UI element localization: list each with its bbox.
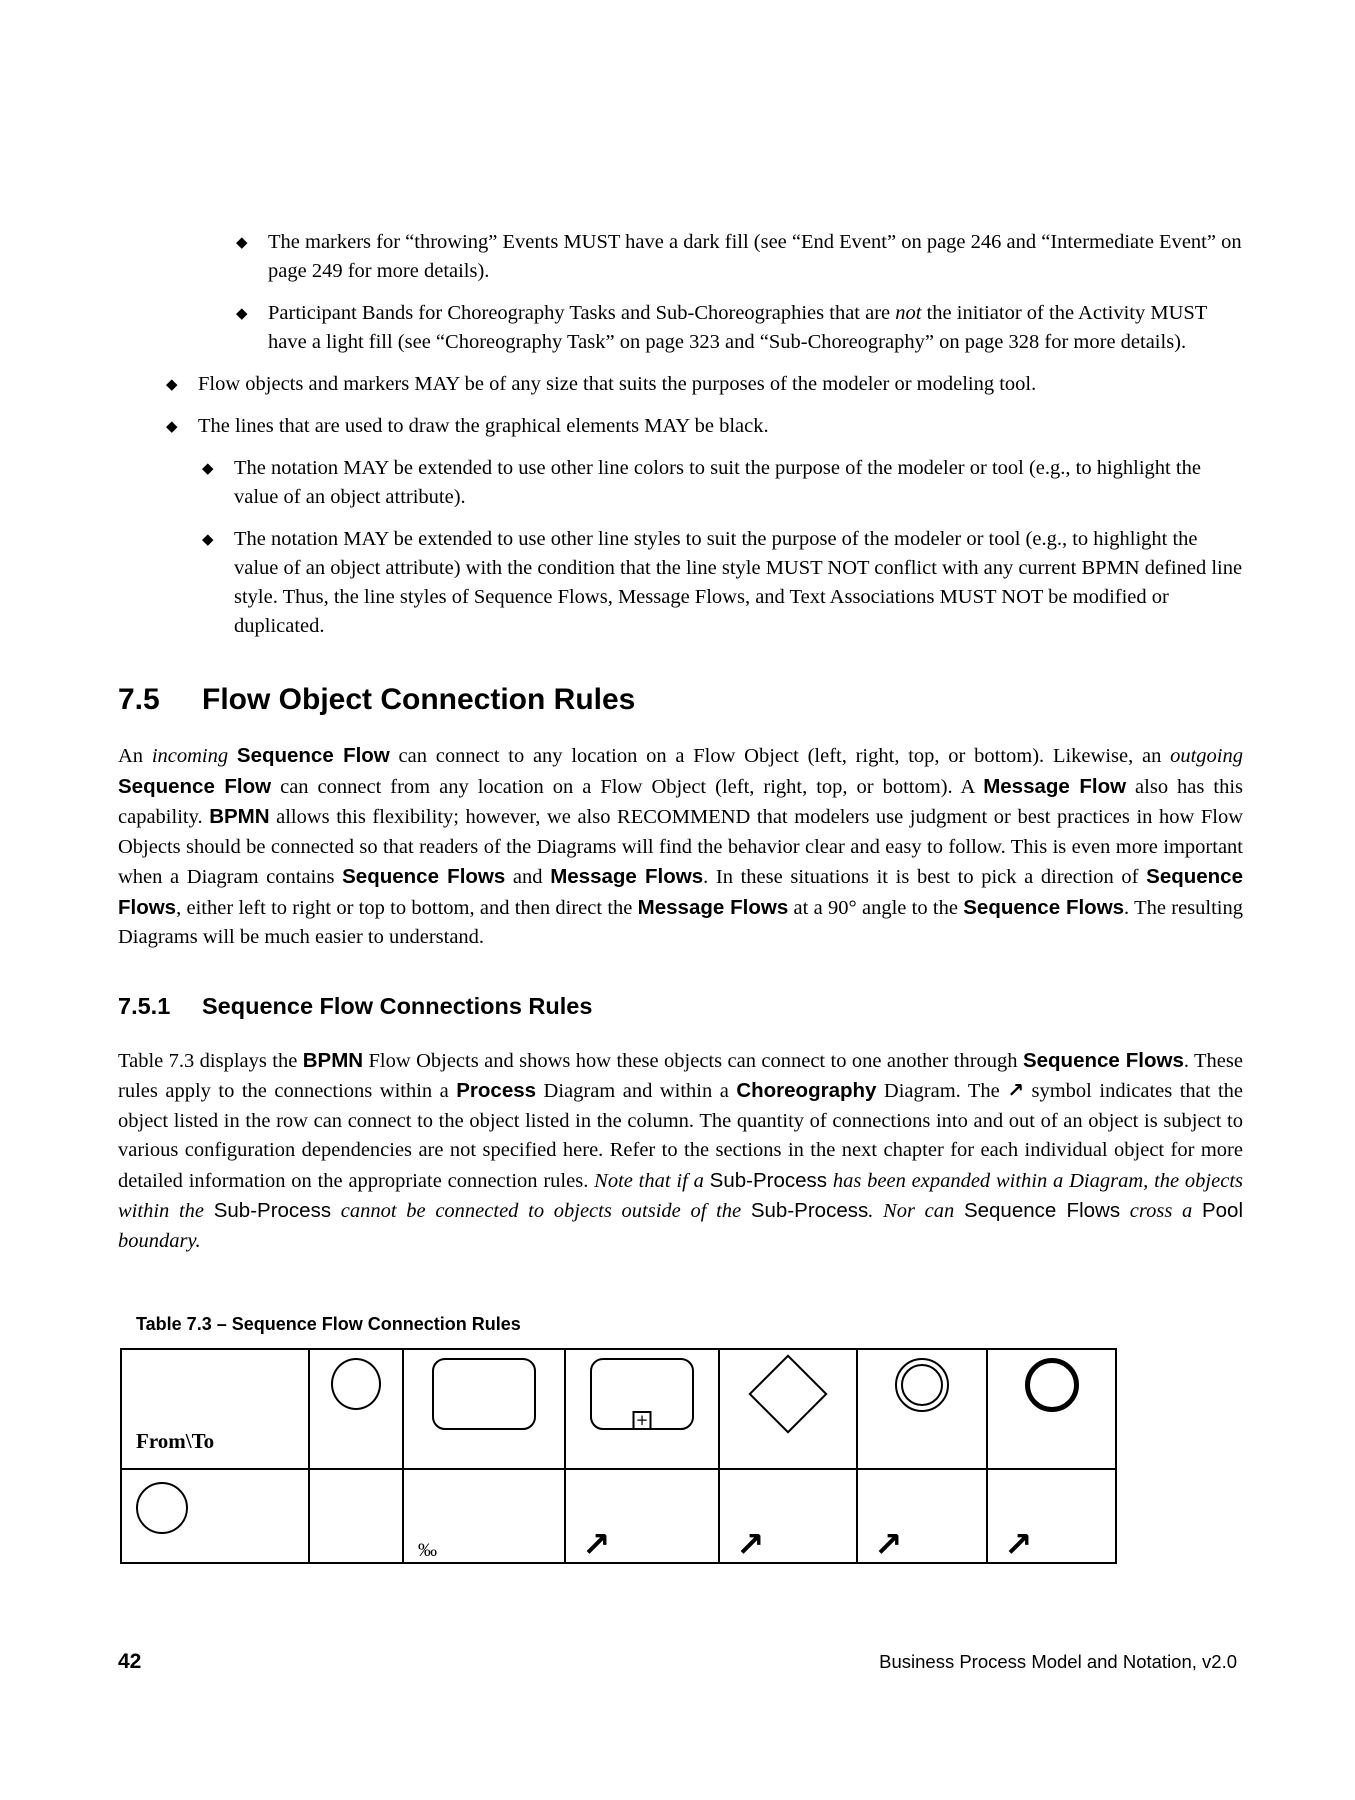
text-run: Sequence Flows (342, 865, 506, 888)
text-run: Table 7.3 displays the (118, 1049, 303, 1072)
text-run: symbol indicates that the object listed in the row can connect to the object listed in the column. The quantity of connections into and out of an object is subject to various configuration dependencies are not specified here. Refer to the sections in the next chapter for each individual object for more detailed information on the appropriate connection rules. (118, 1080, 1244, 1192)
footer-document-title: Business Process Model and Notation, v2.0 (879, 1651, 1237, 1672)
text-run: Flow Objects and shows how these objects can connect to one another through (363, 1049, 1023, 1072)
text-run: BPMN (302, 1048, 364, 1072)
subsection-number: 7.5.1 (118, 992, 171, 1019)
text-run: incoming (151, 745, 229, 767)
text-run: has been expanded within a Diagram, the objects within the (118, 1169, 1244, 1222)
list-item-text: The lines that are used to draw the graphical elements MAY be black. (198, 415, 769, 437)
table-cell-start-to-start (309, 1469, 403, 1563)
sequence-flow-connection-rules-table (120, 1348, 1117, 1564)
page-number: 42 (118, 1650, 142, 1673)
list-item (236, 299, 1243, 357)
text-run: Diagram. The (876, 1080, 1008, 1102)
text-run: outgoing (1170, 745, 1244, 767)
connection-arrow-icon: ↗ (874, 1525, 903, 1565)
list-item (202, 525, 1243, 641)
text-run: cross a (1120, 1200, 1202, 1222)
text-run: Sub-Process (213, 1199, 332, 1222)
subsection-title: Sequence Flow Connections Rules (202, 992, 593, 1019)
section-7-5-1-paragraph (118, 1046, 1243, 1257)
section-heading-7-5-1 (118, 993, 1243, 1020)
section-title: Flow Object Connection Rules (202, 683, 636, 716)
text-run (228, 745, 237, 767)
text-run: allows this flexibility; however, we also RECOMMEND that modelers use judgment or best practices in how Flow Objects should be connected so that readers of the Diagrams will find the behavior clear and easy to follow. This is even more important when a Diagram contains (118, 806, 1243, 888)
diamond-bullet-icon: ◆ (202, 530, 214, 548)
end-event-symbol (988, 1358, 1115, 1412)
text-run: . Nor can (868, 1200, 964, 1222)
start-event-symbol (310, 1358, 402, 1410)
intermediate-event-symbol (858, 1358, 986, 1412)
list-item-text: The markers for “throwing” Events MUST have a dark fill (see “End Event” on page 246 and “Intermediate Event” on page 249 for more details). (268, 231, 1242, 282)
text-run: Sequence Flows (118, 865, 1243, 919)
table-header-intermediate-event (857, 1349, 987, 1469)
text-run: Choreography (736, 1079, 877, 1102)
text-run: Sub-Process (709, 1168, 828, 1192)
text-run: cannot be connected to objects outside of the (331, 1200, 751, 1222)
diamond-bullet-icon: ◆ (236, 233, 248, 251)
list-item-text: Flow objects and markers MAY be of any size that suits the purposes of the modeler or modeling tool. (198, 373, 1037, 395)
bullet-list (118, 228, 1243, 641)
text-run: . In these situations it is best to pick a direction of (703, 866, 1147, 888)
table-corner-cell (121, 1349, 309, 1469)
table-header-sub-process (565, 1349, 719, 1469)
text-run: . The resulting Diagrams will be much easier to understand. (118, 896, 1243, 948)
list-item-text-emphasis: not (895, 302, 922, 324)
text-run: can connect to any location on a Flow Object (left, right, top, or bottom). Likewise, an (389, 745, 1171, 767)
table-cell-start-to-intermediate (857, 1469, 987, 1563)
list-item-text: The notation MAY be extended to use other line colors to suit the purpose of the modeler or tool (e.g., to highlight the value of an object attribute). (234, 457, 1201, 508)
text-run: ↗ (1007, 1078, 1025, 1102)
table-header-end-event (987, 1349, 1116, 1469)
list-item-text (268, 299, 1243, 357)
cell-value (310, 1548, 402, 1562)
table-caption: Table 7.3 – Sequence Flow Connection Rules (136, 1314, 521, 1334)
text-run: Sequence Flow (236, 744, 390, 767)
text-run: . These rules apply to the connections within a (118, 1049, 1243, 1102)
table-header-gateway (719, 1349, 857, 1469)
table-cell-start-to-gateway (719, 1469, 857, 1563)
task-symbol (404, 1358, 564, 1430)
text-run: Message Flows (550, 865, 704, 888)
diamond-bullet-icon: ◆ (236, 304, 248, 322)
list-item-text-post: the initiator of the Activity MUST have a light fill (see “Choreography Task” on page 323 and “Sub-Choreography” on page 328 for more details). (268, 302, 1207, 353)
text-run: Sub-Process (750, 1199, 869, 1222)
sub-process-plus-marker: + (633, 1411, 652, 1430)
text-run: Note that if a (594, 1169, 710, 1192)
section-heading-7-5 (118, 683, 1243, 717)
table-header-row (121, 1349, 1116, 1469)
list-item (166, 370, 1243, 399)
table-row (121, 1469, 1116, 1563)
text-run: boundary. (118, 1229, 201, 1252)
text-run: Sequence Flows (1022, 1048, 1184, 1072)
table-row-header-start-event (121, 1469, 309, 1563)
text-run: Sequence Flow (118, 774, 272, 798)
sub-process-symbol (566, 1358, 718, 1430)
from-to-label: From\To (136, 1429, 215, 1453)
text-run: at a 90° angle to the (788, 896, 964, 919)
cell-value: ‰ (418, 1540, 437, 1561)
connection-arrow-icon: ↗ (1004, 1525, 1033, 1565)
text-run: Process (456, 1079, 537, 1102)
gateway-symbol (720, 1358, 856, 1430)
text-run: Diagram and within a (536, 1080, 737, 1102)
text-run: BPMN (209, 805, 270, 828)
text-run: can connect from any location on a Flow Object (left, right, top, or bottom). A (271, 775, 984, 798)
text-run: Sequence Flows (963, 895, 1125, 919)
text-run: and (505, 866, 551, 888)
table-header-task (403, 1349, 565, 1469)
text-run: Sequence Flows (963, 1199, 1121, 1222)
page-content (118, 228, 1243, 1564)
list-item (202, 454, 1243, 512)
table-cell-start-to-task (403, 1469, 565, 1563)
section-7-5-paragraph (118, 741, 1243, 953)
list-item (166, 412, 1243, 441)
text-run: Message Flows (637, 895, 789, 919)
list-item (236, 228, 1243, 286)
start-event-symbol (136, 1482, 188, 1534)
page-footer (118, 1650, 1237, 1674)
diamond-bullet-icon: ◆ (166, 375, 178, 393)
table-header-start-event (309, 1349, 403, 1469)
text-run: Pool (1201, 1199, 1244, 1222)
table-cell-start-to-end (987, 1469, 1116, 1563)
list-item-text-pre: Participant Bands for Choreography Tasks and Sub-Choreographies that are (268, 302, 896, 324)
text-run: An (118, 745, 152, 767)
diamond-bullet-icon: ◆ (166, 417, 178, 435)
text-run: also has this capability. (118, 775, 1243, 828)
text-run: , either left to right or top to bottom, and then direct the (176, 896, 638, 919)
text-run: Message Flow (983, 774, 1127, 798)
connection-arrow-icon: ↗ (582, 1525, 611, 1565)
table-cell-start-to-subprocess (565, 1469, 719, 1563)
connection-arrow-icon: ↗ (736, 1525, 765, 1565)
diamond-bullet-icon: ◆ (202, 459, 214, 477)
list-item-text: The notation MAY be extended to use other line styles to suit the purpose of the modeler or tool (e.g., to highlight the value of an object attribute) with the condition that the line style MUST NOT conflict with any current BPMN defined line style. Thus, the line styles of Sequence Flows, Message Flows, and Text Associations MUST NOT be modified or duplicated. (234, 528, 1243, 637)
section-number: 7.5 (118, 683, 160, 716)
